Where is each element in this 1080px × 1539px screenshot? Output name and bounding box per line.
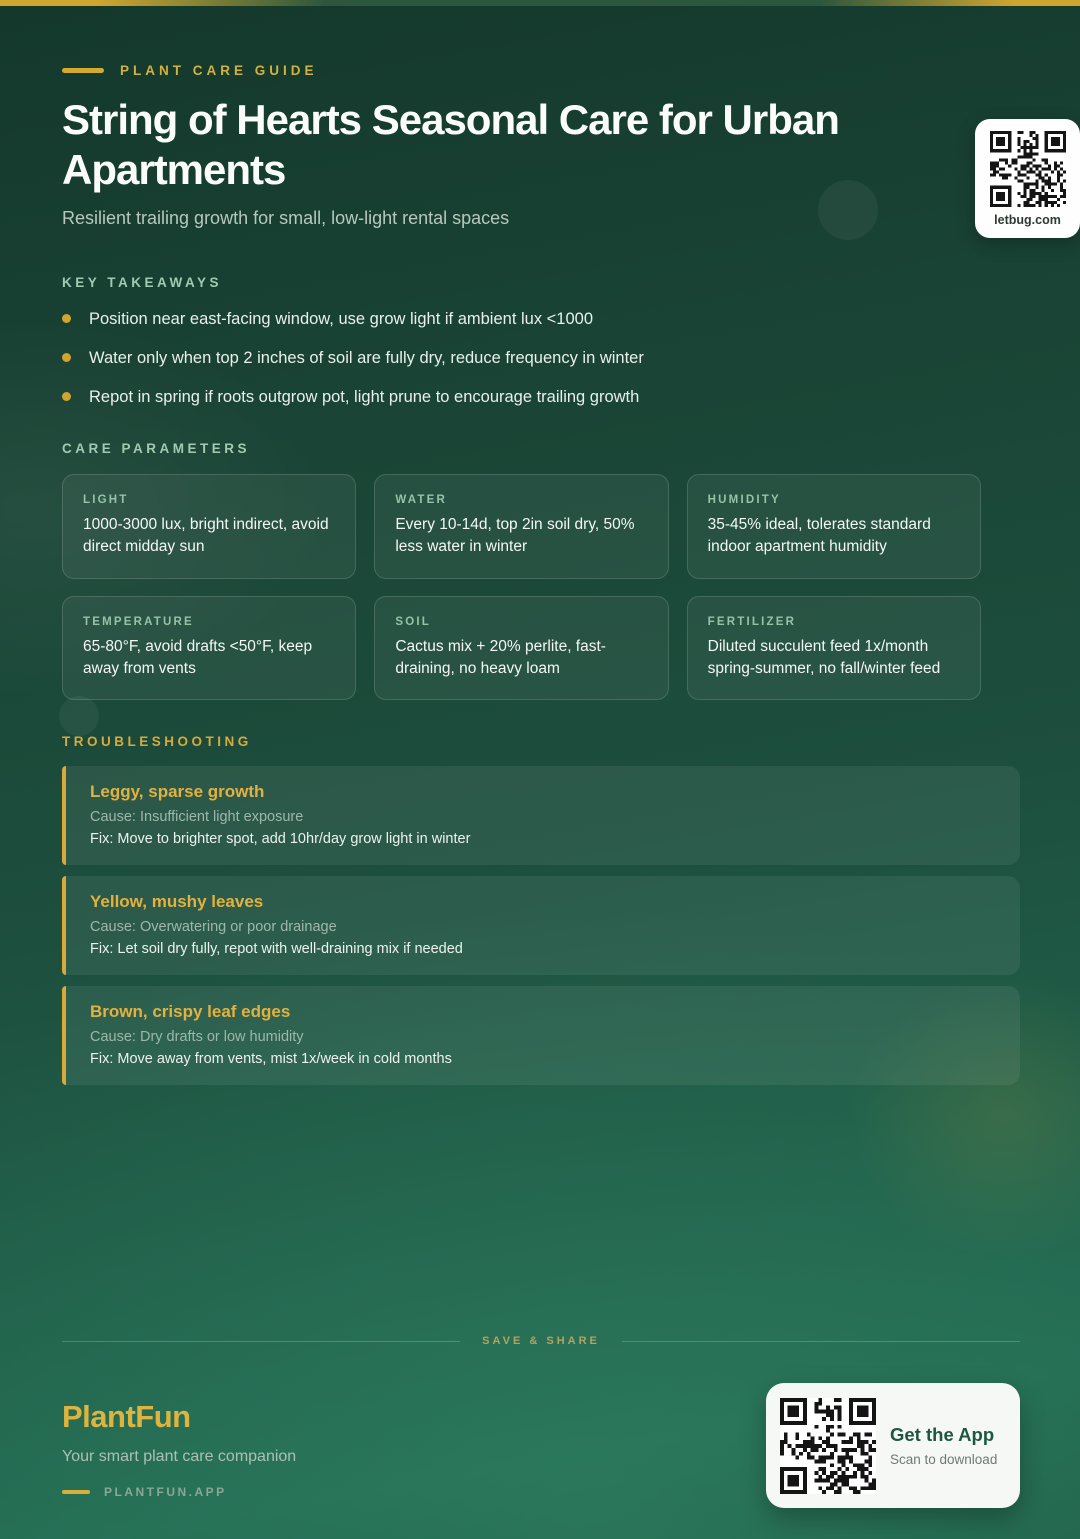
trouble-title: Brown, crispy leaf edges bbox=[90, 1002, 291, 1022]
takeaway-text: Repot in spring if roots outgrow pot, light prune to encourage trailing growth bbox=[89, 388, 640, 407]
get-app-card bbox=[766, 1383, 1020, 1508]
takeaway-text: Water only when top 2 inches of soil are fully dry, reduce frequency in winter bbox=[89, 349, 644, 368]
trouble-title: Leggy, sparse growth bbox=[90, 782, 265, 802]
header-qr-card bbox=[975, 119, 1080, 238]
care-parameters-grid bbox=[62, 474, 981, 701]
eyebrow-label: PLANT CARE GUIDE bbox=[120, 63, 318, 78]
trouble-fix: Fix: Move to brighter spot, add 10hr/day grow light in winter bbox=[90, 831, 471, 848]
care-card-temperature bbox=[62, 596, 356, 701]
list-item bbox=[62, 347, 1020, 369]
page-subtitle: Resilient trailing growth for small, low-light rental spaces bbox=[62, 207, 510, 228]
trouble-fix: Fix: Move away from vents, mist 1x/week in cold months bbox=[90, 1051, 452, 1068]
app-card-subtitle: Scan to download bbox=[890, 1452, 998, 1468]
card-label: HUMIDITY bbox=[707, 493, 781, 506]
care-card-humidity bbox=[687, 474, 981, 579]
card-text: Diluted succulent feed 1x/month spring-summer, no fall/winter feed bbox=[707, 637, 941, 677]
care-card-light bbox=[62, 474, 356, 579]
trouble-cause: Cause: Dry drafts or low humidity bbox=[90, 1029, 304, 1046]
care-parameters-heading: CARE PARAMETERS bbox=[62, 440, 251, 456]
trouble-card-yellow-leaves bbox=[62, 876, 1020, 975]
card-label: TEMPERATURE bbox=[83, 615, 194, 628]
trouble-cause: Cause: Overwatering or poor drainage bbox=[90, 919, 337, 936]
card-text: 35-45% ideal, tolerates standard indoor apartment humidity bbox=[707, 515, 931, 556]
trouble-fix: Fix: Let soil dry fully, repot with well-draining mix if needed bbox=[90, 941, 463, 958]
header-eyebrow-row bbox=[62, 63, 1020, 78]
page-title: String of Hearts Seasonal Care for Urban Apartments bbox=[62, 96, 839, 194]
qr-code bbox=[990, 131, 1066, 207]
divider-line bbox=[62, 1341, 460, 1342]
eyebrow-dash bbox=[62, 68, 104, 73]
card-text: Cactus mix + 20% perlite, fast-draining, no heavy loam bbox=[395, 637, 606, 677]
footer bbox=[62, 1383, 1020, 1508]
trouble-cause: Cause: Insufficient light exposure bbox=[90, 809, 304, 826]
list-item bbox=[62, 386, 1020, 408]
qr-code bbox=[780, 1398, 876, 1494]
card-text: 1000-3000 lux, bright indirect, avoid direct midday sun bbox=[83, 515, 329, 556]
plant-care-poster bbox=[0, 63, 1080, 1508]
key-takeaways-section bbox=[62, 275, 1020, 409]
care-card-fertilizer bbox=[687, 596, 981, 701]
trouble-title: Yellow, mushy leaves bbox=[90, 892, 264, 912]
list-item bbox=[62, 308, 1020, 330]
trouble-card-brown-edges bbox=[62, 986, 1020, 1085]
takeaway-text: Position near east-facing window, use grow light if ambient lux <1000 bbox=[89, 309, 593, 328]
divider-line bbox=[622, 1341, 1020, 1342]
care-card-water bbox=[374, 474, 668, 579]
top-accent-bar bbox=[0, 0, 1080, 6]
brand-logo: PlantFun bbox=[62, 1399, 191, 1435]
card-text: Every 10-14d, top 2in soil dry, 50% less water in winter bbox=[395, 515, 635, 556]
bullet-dot-icon bbox=[62, 353, 71, 362]
troubleshooting-list bbox=[62, 766, 1020, 1085]
card-text: 65-80°F, avoid drafts <50°F, keep away from vents bbox=[83, 637, 313, 677]
divider-label: SAVE & SHARE bbox=[482, 1335, 600, 1348]
site-dash bbox=[62, 1490, 90, 1494]
card-label: SOIL bbox=[395, 615, 431, 628]
trouble-card-leggy-growth bbox=[62, 766, 1020, 865]
troubleshooting-section bbox=[62, 734, 1020, 1085]
brand-site-row bbox=[62, 1485, 296, 1499]
key-takeaways-heading: KEY TAKEAWAYS bbox=[62, 274, 223, 290]
troubleshooting-heading: TROUBLESHOOTING bbox=[62, 734, 252, 750]
card-label: LIGHT bbox=[83, 493, 129, 506]
app-card-title: Get the App bbox=[890, 1424, 995, 1446]
brand-tagline: Your smart plant care companion bbox=[62, 1448, 297, 1466]
bullet-dot-icon bbox=[62, 392, 71, 401]
app-card-text bbox=[890, 1424, 997, 1467]
save-share-divider bbox=[62, 1335, 1020, 1347]
takeaway-list bbox=[62, 308, 1020, 409]
qr-url-label: letbug.com bbox=[994, 213, 1061, 227]
bullet-dot-icon bbox=[62, 314, 71, 323]
care-card-soil bbox=[374, 596, 668, 701]
brand-block bbox=[62, 1383, 296, 1499]
brand-site-url: PLANTFUN.APP bbox=[104, 1485, 227, 1500]
card-label: FERTILIZER bbox=[707, 615, 797, 628]
care-parameters-section bbox=[62, 441, 1020, 701]
card-label: WATER bbox=[395, 493, 447, 506]
